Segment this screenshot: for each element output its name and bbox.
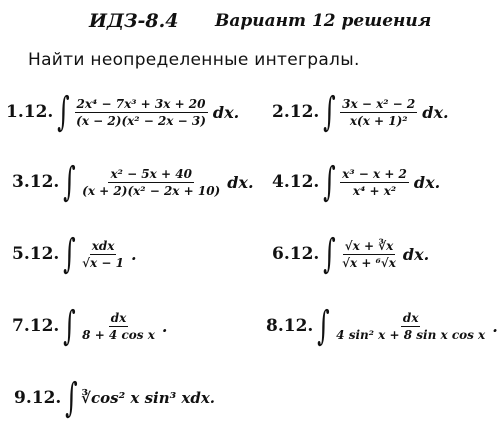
- instruction-text: Найти неопределенные интегралы.: [28, 50, 360, 70]
- problem-number: 1.12.: [6, 102, 54, 122]
- assignment-code: ИДЗ-8.4: [89, 10, 179, 32]
- differential: .: [161, 316, 168, 336]
- integral-sign: ∫: [65, 375, 79, 421]
- denominator: 4 sin² x + 8 sin x cos x: [336, 327, 486, 342]
- problem-6: [272, 231, 430, 277]
- problem-number: 9.12.: [14, 388, 62, 408]
- differential: dx.: [413, 172, 441, 192]
- fraction: [80, 311, 157, 342]
- problem-number: 8.12.: [266, 316, 314, 336]
- problem-4: [272, 159, 441, 205]
- denominator: 8 + 4 cos x: [82, 327, 155, 342]
- differential: .: [130, 244, 137, 264]
- numerator: 2x⁴ − 7x³ + 3x + 20: [76, 96, 206, 111]
- fraction: [74, 97, 208, 128]
- problem-1: [6, 89, 240, 135]
- integrand-expression: ∛cos² x sin³ xdx.: [81, 389, 216, 407]
- numerator: √x + ∛x: [344, 238, 394, 253]
- problem-number: 3.12.: [12, 172, 60, 192]
- problem-3: [12, 159, 254, 205]
- problem-number: 7.12.: [12, 316, 60, 336]
- integral-sign: ∫: [317, 303, 331, 349]
- problem-number: 2.12.: [272, 102, 320, 122]
- problem-8: [266, 303, 498, 349]
- integral-sign: ∫: [63, 159, 77, 205]
- fraction: [80, 167, 222, 198]
- integral-sign: ∫: [63, 231, 77, 277]
- numerator: x² − 5x + 40: [110, 166, 192, 181]
- numerator: dx: [402, 310, 419, 325]
- integral-sign: ∫: [63, 303, 77, 349]
- integral-sign: ∫: [323, 231, 337, 277]
- fraction: [334, 311, 487, 342]
- numerator: dx: [110, 310, 127, 325]
- fraction: [80, 239, 126, 270]
- denominator: x(x + 1)²: [349, 113, 408, 128]
- variant-title: Вариант 12 решения: [215, 11, 432, 31]
- problem-5: [12, 231, 137, 277]
- numerator: xdx: [91, 238, 115, 253]
- fraction: [340, 167, 409, 198]
- problem-7: [12, 303, 168, 349]
- integral-sign: ∫: [323, 89, 337, 135]
- problem-9: [14, 375, 216, 421]
- fraction: [340, 239, 398, 270]
- denominator: (x − 2)(x² − 2x − 3): [76, 113, 206, 128]
- header: [0, 8, 496, 36]
- denominator: √x + ⁶√x: [342, 255, 396, 270]
- problem-number: 6.12.: [272, 244, 320, 264]
- problem-number: 5.12.: [12, 244, 60, 264]
- integral-sign: ∫: [57, 89, 71, 135]
- problem-number: 4.12.: [272, 172, 320, 192]
- denominator: x⁴ + x²: [352, 183, 397, 198]
- differential: dx.: [227, 172, 254, 192]
- problem-2: [272, 89, 449, 135]
- numerator: x³ − x + 2: [342, 166, 407, 181]
- numerator: 3x − x² − 2: [342, 96, 416, 111]
- denominator: √x − 1: [82, 255, 124, 270]
- fraction: [340, 97, 417, 128]
- differential: dx.: [212, 102, 240, 122]
- differential: .: [492, 316, 498, 336]
- denominator: (x + 2)(x² − 2x + 10): [82, 183, 221, 198]
- integral-sign: ∫: [323, 159, 337, 205]
- differential: dx.: [402, 244, 430, 264]
- differential: dx.: [422, 102, 449, 122]
